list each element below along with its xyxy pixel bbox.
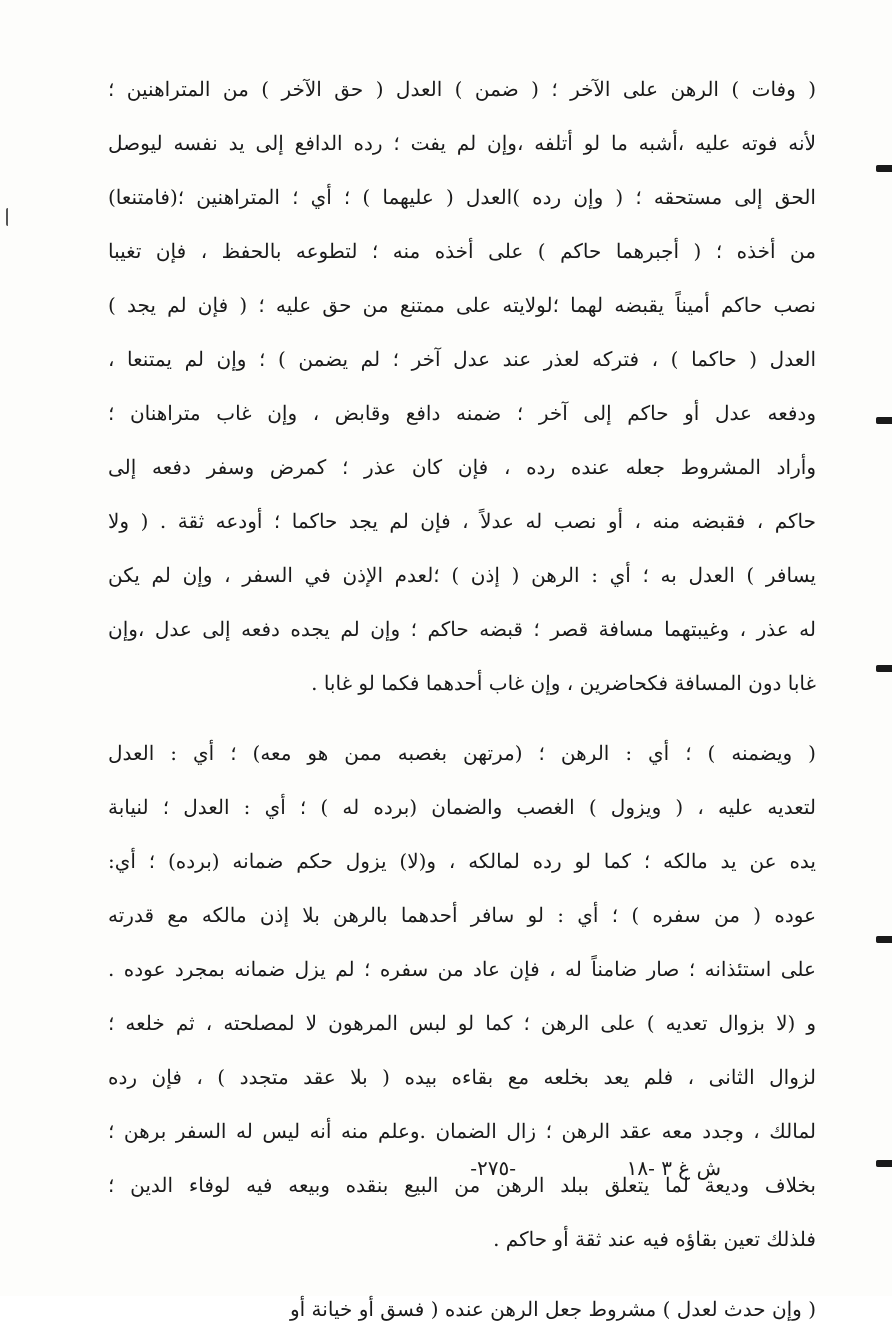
text-line: له عذر ، وغيبتهما مسافة قصر ؛ قبضه حاكم ؛ وإن لم يجده دفعه إلى عدل ،وإن — [108, 617, 816, 641]
paragraph-1 — [108, 62, 816, 710]
margin-mark — [6, 208, 8, 226]
text-line: ( ويضمنه ) ؛ أي : الرهن ؛ (مرتهن بغصبه ممن هو معه) ؛ أي : العدل — [108, 741, 816, 765]
text-line: ودفعه عدل أو حاكم إلى آخر ؛ ضمنه دافع وقابض ، وإن غاب متراهنان ؛ — [108, 401, 816, 425]
binding-mark — [876, 665, 892, 672]
text-line: ( وإن حدث لعدل ) مشروط جعل الرهن عنده ( فسق أو خيانة أو — [289, 1297, 816, 1321]
text-line: بخلاف وديعة لما يتعلق ببلد الرهن من البيع بنقده وبيعه فيه لوفاء الدين ؛ — [108, 1173, 816, 1197]
text-line: لزوال الثانى ، فلم يعد بخلعه مع بقاءه بيده ( بلا عقد متجدد ) ، فإن رده — [108, 1065, 816, 1089]
text-line: و (لا بزوال تعديه ) على الرهن ؛ كما لو لبس المرهون لا لمصلحته ، ثم خلعه ؛ — [108, 1011, 816, 1035]
text-line: غابا دون المسافة فكحاضرين ، وإن غاب أحدهما فكما لو غابا . — [311, 671, 816, 695]
text-line: على استئذانه ؛ صار ضامناً له ، فإن عاد من سفره ؛ لم يزل ضمانه بمجرد عوده . — [108, 957, 816, 981]
text-line: لأنه فوته عليه ،أشبه ما لو أتلفه ،وإن لم يفت ؛ رده الدافع إلى يد نفسه ليوصل — [108, 131, 816, 155]
signature-mark: ش غ ٣ -١٨ — [626, 1156, 721, 1180]
text-line: وأراد المشروط جعله عنده رده ، فإن كان عذر ؛ كمرض وسفر دفعه إلى — [108, 455, 816, 479]
binding-mark — [876, 1160, 892, 1167]
body-text — [108, 62, 816, 1336]
page-number: -٢٧٥- — [470, 1156, 516, 1180]
text-line: من أخذه ؛ ( أجبرهما حاكم ) على أخذه منه ؛ لتطوعه بالحفظ ، فإن تغيبا — [108, 239, 816, 263]
paragraph-3 — [108, 1282, 816, 1336]
text-line: عوده ( من سفره ) ؛ أي : لو سافر أحدهما بالرهن بلا إذن مالكه مع قدرته — [108, 903, 816, 927]
text-line: لمالك ، وجدد معه عقد الرهن ؛ زال الضمان .وعلم منه أنه ليس له السفر برهن ؛ — [108, 1119, 816, 1143]
text-line: ( وفات ) الرهن على الآخر ؛ ( ضمن ) العدل ( حق الآخر ) من المتراهنين ؛ — [108, 77, 816, 101]
text-line: فلذلك تعين بقاؤه فيه عند ثقة أو حاكم . — [493, 1227, 816, 1251]
text-line: نصب حاكم أميناً يقبضه لهما ؛لولايته على ممتنع من حق عليه ؛ ( فإن لم يجد ) — [108, 293, 816, 317]
text-line: العدل ( حاكما ) ، فتركه لعذر عند عدل آخر ؛ لم يضمن ) ؛ وإن لم يمتنعا ، — [108, 347, 816, 371]
binding-mark — [876, 936, 892, 943]
page-footer — [108, 1148, 816, 1188]
text-line: حاكم ، فقبضه منه ، أو نصب له عدلاً ، فإن لم يجد حاكما ؛ أودعه ثقة . ( ولا — [108, 509, 816, 533]
text-line: يسافر ) العدل به ؛ أي : الرهن ( إذن ) ؛لعدم الإذن في السفر ، وإن لم يكن — [108, 563, 816, 587]
binding-mark — [876, 165, 892, 172]
text-line: لتعديه عليه ، ( ويزول ) الغصب والضمان (برده له ) ؛ أي : العدل ؛ لنيابة — [108, 795, 816, 819]
binding-mark — [876, 417, 892, 424]
text-line: يده عن يد مالكه ؛ كما لو رده لمالكه ، و(لا) يزول حكم ضمانه (برده) ؛ أي: — [108, 849, 816, 873]
text-line: الحق إلى مستحقه ؛ ( وإن رده )العدل ( عليهما ) ؛ أي ؛ المتراهنين ؛(فامتنعا) — [108, 185, 816, 209]
